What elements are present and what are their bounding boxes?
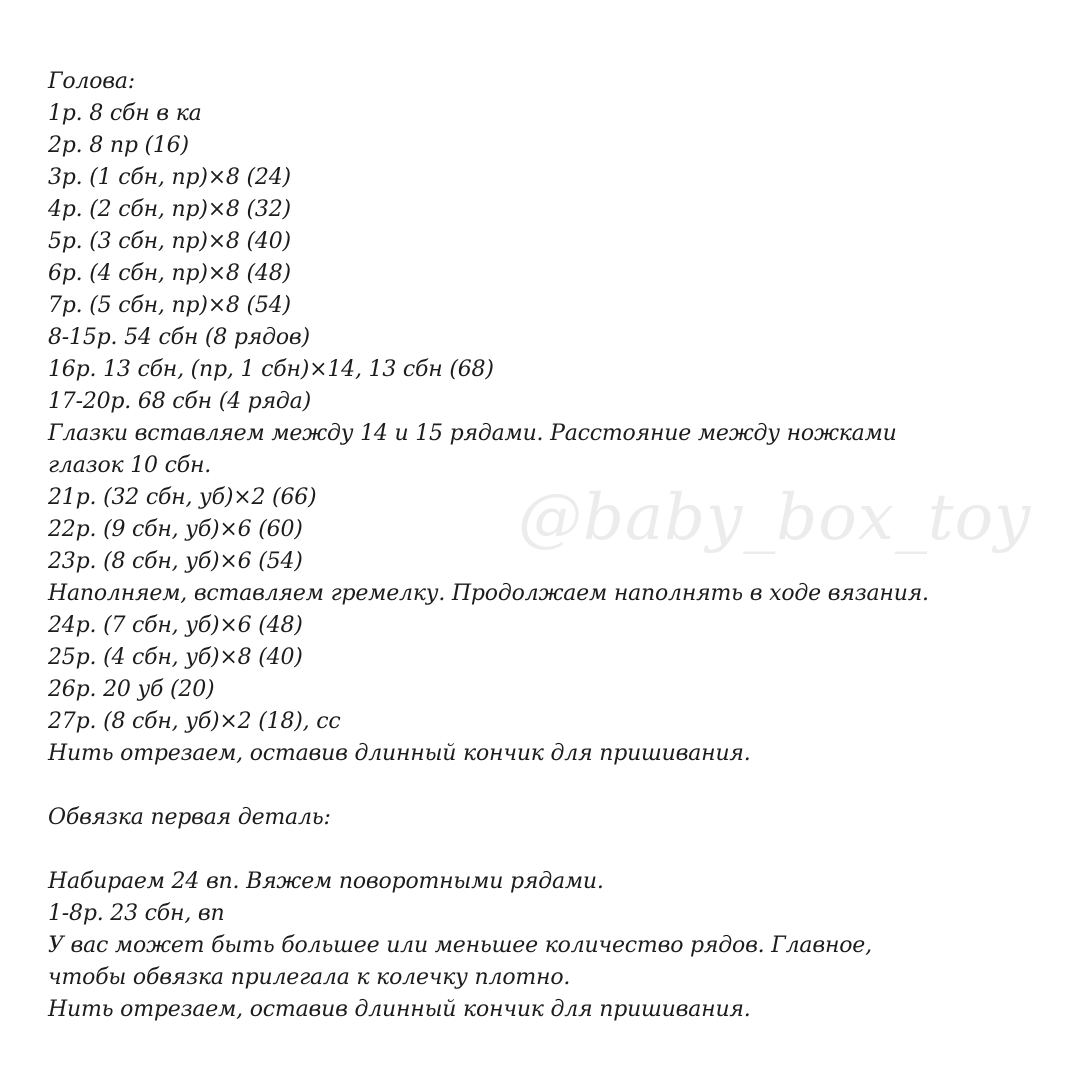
- binding-start: Набираем 24 вп. Вяжем поворотными рядами.: [48, 869, 604, 894]
- row-21: 21р. (32 сбн, уб)×2 (66): [48, 485, 317, 510]
- row-3: 3р. (1 сбн, пр)×8 (24): [48, 165, 291, 190]
- row-27: 27р. (8 сбн, уб)×2 (18), сс: [48, 709, 341, 734]
- row-22: 22р. (9 сбн, уб)×6 (60): [48, 517, 303, 542]
- row-24: 24р. (7 сбн, уб)×6 (48): [48, 613, 303, 638]
- row-5: 5р. (3 сбн, пр)×8 (40): [48, 229, 291, 254]
- row-7: 7р. (5 сбн, пр)×8 (54): [48, 293, 291, 318]
- blank-line: [48, 770, 1048, 802]
- watermark-text: @baby_box_toy: [518, 481, 1032, 555]
- row-1: 1р. 8 сбн в ка: [48, 101, 202, 126]
- row-2: 2р. 8 пр (16): [48, 133, 189, 158]
- binding-note-end: Нить отрезаем, оставив длинный кончик для пришивания.: [48, 997, 751, 1022]
- row-4: 4р. (2 сбн, пр)×8 (32): [48, 197, 291, 222]
- note-eyes-line-2: глазок 10 сбн.: [48, 453, 212, 478]
- row-8-15: 8-15р. 54 сбн (8 рядов): [48, 325, 310, 350]
- note-head-end: Нить отрезаем, оставив длинный кончик для пришивания.: [48, 741, 751, 766]
- section-title-head: Голова:: [48, 69, 135, 94]
- pattern-text: [48, 66, 1048, 1026]
- row-16: 16р. 13 сбн, (пр, 1 сбн)×14, 13 сбн (68): [48, 357, 494, 382]
- section-title-binding: Обвязка первая деталь:: [48, 805, 331, 830]
- row-17-20: 17-20р. 68 сбн (4 ряда): [48, 389, 311, 414]
- blank-line: [48, 834, 1048, 866]
- note-eyes-line-1: Глазки вставляем между 14 и 15 рядами. Расстояние между ножками: [48, 421, 897, 446]
- row-25: 25р. (4 сбн, уб)×8 (40): [48, 645, 303, 670]
- row-6: 6р. (4 сбн, пр)×8 (48): [48, 261, 291, 286]
- binding-row-1-8: 1-8р. 23 сбн, вп: [48, 901, 225, 926]
- row-23: 23р. (8 сбн, уб)×6 (54): [48, 549, 303, 574]
- binding-note-line-1: У вас может быть большее или меньшее количество рядов. Главное,: [48, 933, 872, 958]
- note-fill: Наполняем, вставляем гремелку. Продолжаем наполнять в ходе вязания.: [48, 581, 929, 606]
- binding-note-line-2: чтобы обвязка прилегала к колечку плотно.: [48, 965, 571, 990]
- row-26: 26р. 20 уб (20): [48, 677, 215, 702]
